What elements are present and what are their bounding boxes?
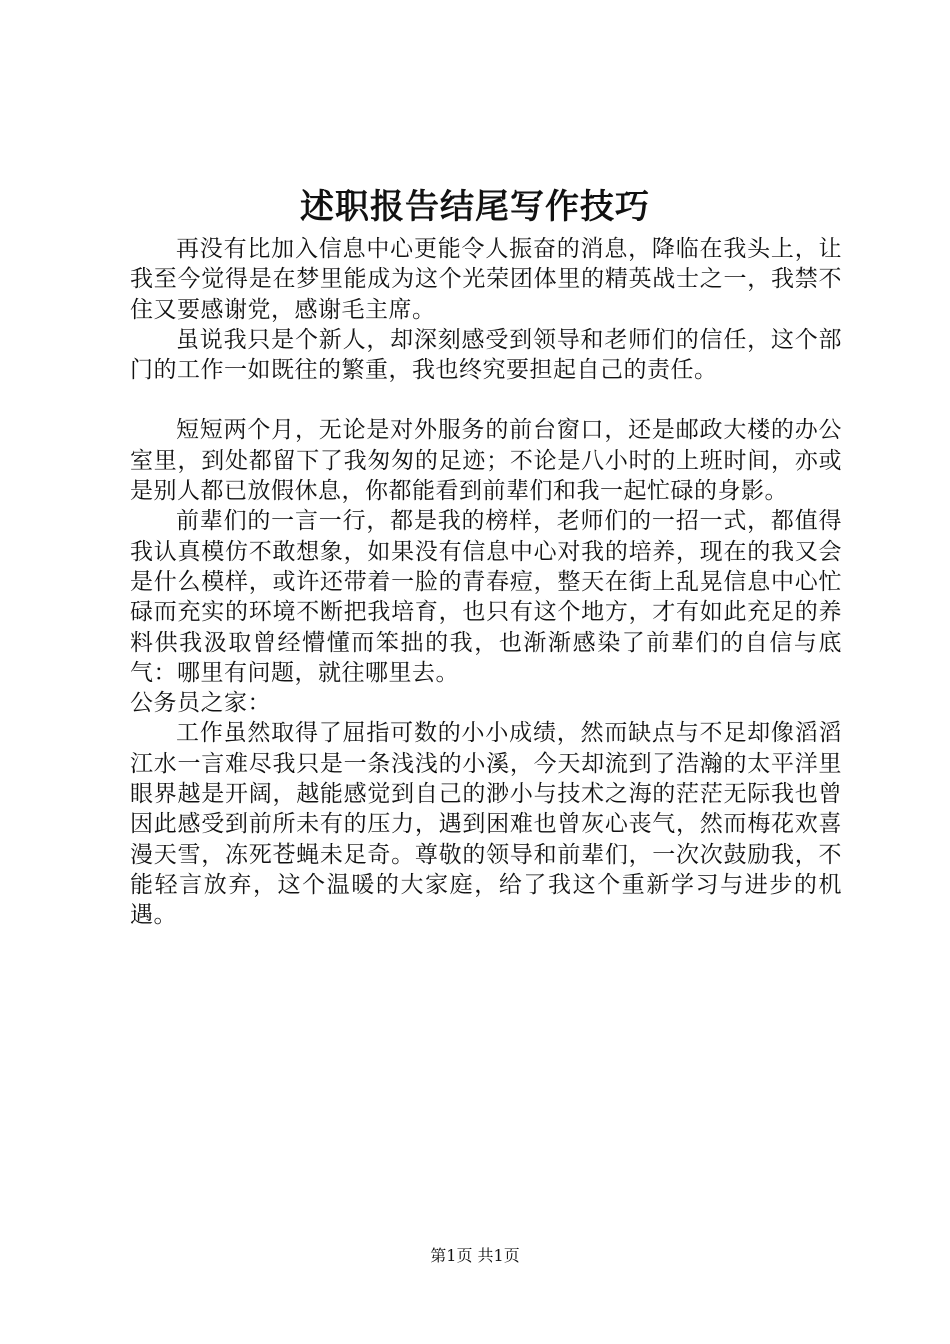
paragraph-1: 再没有比加入信息中心更能令人振奋的消息，降临在我头上，让我至今觉得是在梦里能成为这个光荣团体里的精英战士之一，我禁不住又要感谢党，感谢毛主席。	[130, 236, 842, 323]
blank-line	[130, 385, 842, 415]
paragraph-6: 工作虽然取得了屈指可数的小小成绩，然而缺点与不足却像滔滔江水一言难尽我只是一条浅浅的小溪，今天却流到了浩瀚的太平洋里眼界越是开阔，越能感觉到自己的渺小与技术之海的茫茫无际我也曾因此感受到前所未有的压力，遇到困难也曾灰心丧气，然而梅花欢喜漫天雪，冻死苍蝇未足奇。尊敬的领导和前辈们，一次次鼓励我，不能轻言放弃，这个温暖的大家庭，给了我这个重新学习与进步的机遇。	[130, 720, 842, 929]
page-footer: 第1页 共1页	[430, 1246, 520, 1265]
paragraph-5: 公务员之家：	[130, 690, 271, 717]
paragraph-4: 前辈们的一言一行，都是我的榜样，老师们的一招一式，都值得我认真模仿不敢想象，如果没有信息中心对我的培养，现在的我又会是什么模样，或许还带着一脸的青春痘，整天在街上乱晃信息中心忙碌而充实的环境不断把我培育，也只有这个地方，才有如此充足的养料供我汲取曾经懵懂而笨拙的我，也渐渐感染了前辈们的自信与底气：哪里有问题，就往哪里去。	[130, 508, 842, 686]
paragraph-3: 短短两个月，无论是对外服务的前台窗口，还是邮政大楼的办公室里，到处都留下了我匆匆的足迹；不论是八小时的上班时间，亦或是别人都已放假休息，你都能看到前辈们和我一起忙碌的身影。	[130, 417, 842, 505]
paragraph-2: 虽说我只是个新人，却深刻感受到领导和老师们的信任，这个部门的工作一如既往的繁重，我也终究要担起自己的责任。	[130, 326, 842, 384]
document-title: 述职报告结尾写作技巧	[300, 187, 650, 227]
document-body	[130, 234, 842, 931]
